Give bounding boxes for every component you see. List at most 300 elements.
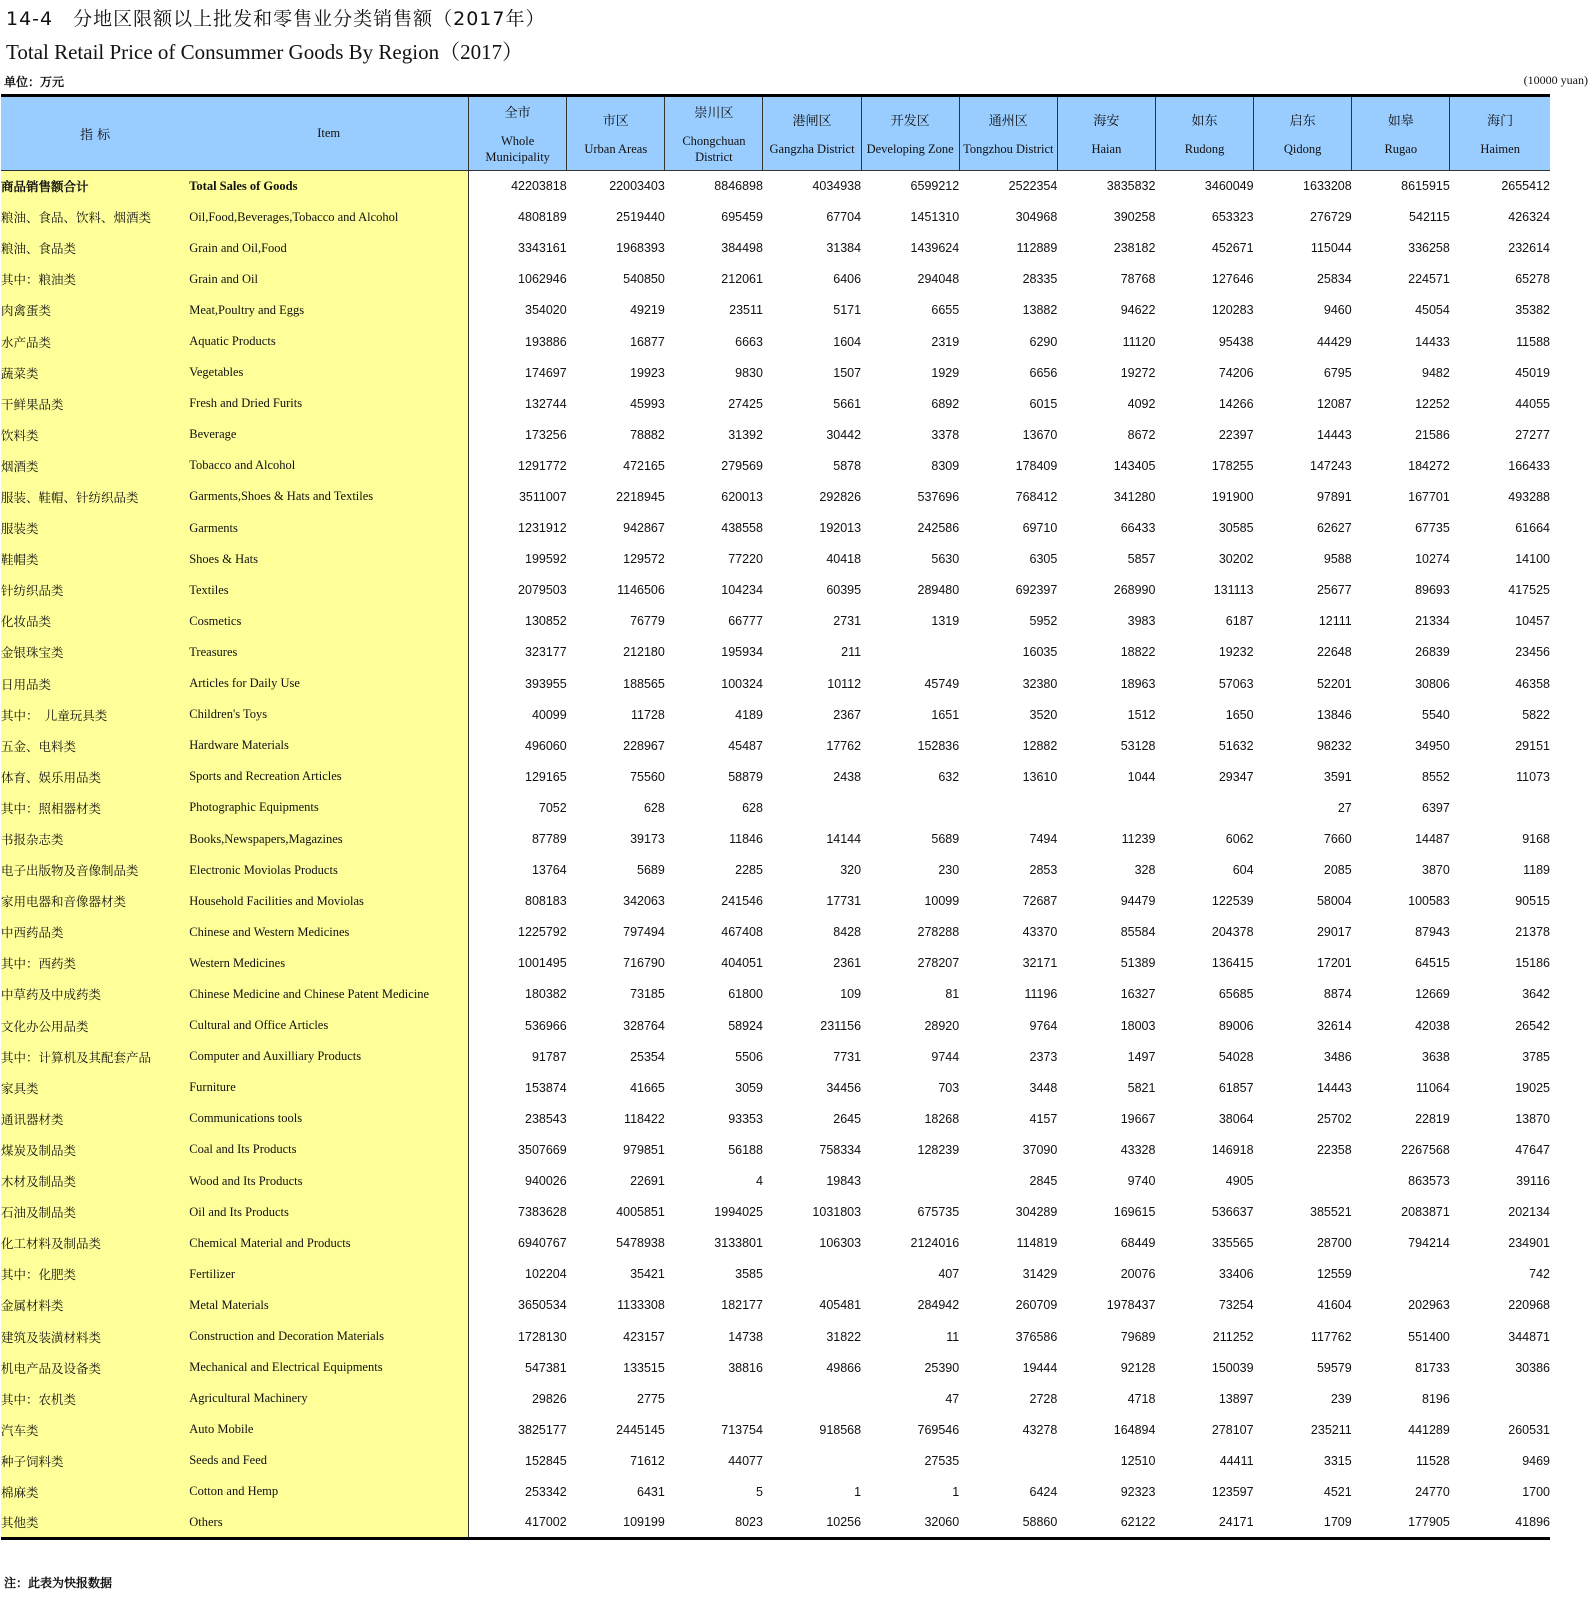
value-cell [861, 637, 959, 668]
value-cell: 164894 [1113, 1422, 1156, 1437]
value-cell: 235211 [1310, 1422, 1352, 1437]
value-cell: 6397 [1422, 800, 1450, 815]
header-column [567, 96, 665, 171]
value-cell: 2728 [1029, 1391, 1058, 1406]
row-label-en: Cultural and Office Articles [189, 1010, 468, 1041]
value-cell: 3785 [1522, 1049, 1550, 1064]
row-label-en: Garments,Shoes & Hats and Textiles [189, 481, 468, 512]
table-row [1, 1072, 1550, 1103]
table-row [1, 1010, 1550, 1041]
row-label-cn: 化妆品类 [1, 606, 189, 637]
value-cell: 7731 [833, 1049, 862, 1064]
value-cell: 1709 [1254, 1508, 1352, 1539]
table-row [1, 1414, 1550, 1445]
value-cell: 37090 [1022, 1142, 1058, 1157]
header-column-en: Urban Areas [584, 142, 648, 156]
header-column-cn: 海安 [1093, 114, 1120, 129]
value-cell: 27535 [924, 1453, 960, 1468]
header-column-cn: 港闸区 [792, 114, 832, 129]
row-label-en: Textiles [189, 575, 468, 606]
value-cell: 13846 [1316, 707, 1352, 722]
value-cell: 56188 [728, 1142, 763, 1157]
value-cell: 6290 [1029, 334, 1058, 349]
value-cell: 1497 [1127, 1049, 1156, 1064]
row-label-en: Grain and Oil [189, 264, 468, 295]
row-label-en: Vegetables [189, 357, 468, 388]
value-cell: 29151 [1515, 738, 1550, 753]
value-cell: 31429 [1022, 1267, 1058, 1282]
value-cell: 407 [938, 1267, 960, 1282]
value-cell: 51632 [1218, 738, 1254, 753]
value-cell: 44077 [728, 1453, 763, 1468]
row-label-en: Western Medicines [189, 948, 468, 979]
value-cell: 85584 [1120, 925, 1156, 940]
value-cell: 32380 [1022, 676, 1058, 691]
value-cell: 49219 [630, 303, 665, 318]
value-cell: 452671 [1211, 241, 1254, 256]
value-cell: 1062946 [518, 272, 567, 287]
value-cell: 67735 [1415, 521, 1450, 536]
value-cell: 91787 [531, 1049, 567, 1064]
value-cell: 59579 [1316, 1360, 1352, 1375]
value-cell: 4808189 [518, 210, 567, 225]
value-cell: 39173 [630, 832, 665, 847]
value-cell: 6940767 [518, 1236, 567, 1251]
value-cell: 335565 [1211, 1236, 1254, 1251]
value-cell: 3835832 [1106, 179, 1156, 194]
value-cell: 304968 [1015, 210, 1058, 225]
value-cell: 120283 [1211, 303, 1254, 318]
value-cell: 6656 [1029, 365, 1058, 380]
row-label-cn: 粮油、食品类 [1, 233, 189, 264]
value-cell: 11064 [1416, 1080, 1450, 1095]
value-cell: 21334 [1415, 614, 1450, 629]
value-cell: 72687 [1022, 894, 1058, 909]
value-cell: 6187 [1225, 614, 1254, 629]
value-cell: 109 [840, 987, 862, 1002]
table-row [1, 1228, 1550, 1259]
row-label-en: Cosmetics [189, 606, 468, 637]
value-cell: 25834 [1316, 272, 1352, 287]
value-cell: 44429 [1316, 334, 1352, 349]
value-cell: 81 [945, 987, 960, 1002]
value-cell: 3650534 [518, 1298, 567, 1313]
value-cell: 384498 [721, 241, 763, 256]
value-cell: 14100 [1515, 552, 1550, 567]
header-column [1057, 96, 1155, 171]
value-cell [1450, 1383, 1550, 1414]
value-cell: 17201 [1316, 956, 1352, 971]
value-cell: 3343161 [518, 241, 567, 256]
value-cell: 152845 [525, 1453, 567, 1468]
value-cell: 73185 [630, 987, 665, 1002]
value-cell: 43370 [1022, 925, 1058, 940]
value-cell: 20076 [1120, 1267, 1156, 1282]
value-cell: 211252 [1212, 1329, 1254, 1344]
value-cell: 1978437 [1106, 1298, 1156, 1313]
value-cell: 5878 [833, 458, 862, 473]
value-cell: 212180 [623, 645, 665, 660]
header-column [1254, 96, 1352, 171]
value-cell: 3133801 [714, 1236, 763, 1251]
value-cell: 25354 [630, 1049, 665, 1064]
value-cell: 133515 [623, 1360, 665, 1375]
value-cell: 742 [1529, 1267, 1550, 1282]
value-cell: 43328 [1120, 1142, 1156, 1157]
value-cell: 11120 [1122, 334, 1156, 349]
row-label-en: Oil and Its Products [189, 1197, 468, 1228]
value-cell: 184272 [1408, 458, 1450, 473]
value-cell: 2373 [1029, 1049, 1058, 1064]
value-cell: 127646 [1211, 272, 1254, 287]
value-cell: 153874 [525, 1080, 567, 1095]
value-cell: 2645 [833, 1111, 862, 1126]
value-cell: 1968393 [616, 241, 665, 256]
value-cell: 14443 [1316, 1080, 1352, 1095]
table-row [1, 1134, 1550, 1165]
value-cell: 11 [946, 1329, 960, 1344]
value-cell: 61664 [1515, 521, 1550, 536]
row-label-en: Shoes & Hats [189, 544, 468, 575]
value-cell: 45487 [728, 738, 763, 753]
row-label-en: Total Sales of Goods [189, 171, 468, 202]
value-cell: 5630 [931, 552, 960, 567]
value-cell: 2731 [833, 614, 862, 629]
value-cell: 12087 [1316, 396, 1352, 411]
header-column-en: Chongchuan District [682, 134, 746, 164]
value-cell: 9744 [931, 1049, 960, 1064]
value-cell: 81733 [1415, 1360, 1450, 1375]
value-cell: 3825177 [518, 1422, 567, 1437]
row-label-en: Chemical Material and Products [189, 1228, 468, 1259]
value-cell: 89006 [1218, 1018, 1254, 1033]
value-cell: 7052 [538, 800, 567, 815]
value-cell: 25702 [1316, 1111, 1352, 1126]
header-column-cn: 开发区 [890, 114, 930, 129]
value-cell: 19444 [1022, 1360, 1058, 1375]
value-cell: 1146506 [617, 583, 665, 598]
value-cell: 604 [1232, 863, 1254, 878]
value-cell: 768412 [1015, 489, 1058, 504]
value-cell: 195934 [721, 645, 763, 660]
value-cell: 4005851 [616, 1205, 665, 1220]
value-cell: 51389 [1120, 956, 1156, 971]
value-cell: 1291772 [518, 458, 567, 473]
row-label-cn: 机电产品及设备类 [1, 1352, 189, 1383]
value-cell: 234901 [1508, 1236, 1550, 1251]
value-cell: 92128 [1120, 1360, 1156, 1375]
table-row [1, 637, 1550, 668]
row-label-cn: 其他类 [1, 1508, 189, 1539]
value-cell: 6655 [931, 303, 960, 318]
value-cell: 79689 [1120, 1329, 1156, 1344]
value-cell: 106303 [819, 1236, 862, 1251]
value-cell: 136415 [1211, 956, 1254, 971]
value-cell: 102204 [525, 1267, 567, 1282]
value-cell: 31392 [728, 427, 763, 442]
value-cell: 940026 [525, 1174, 567, 1189]
value-cell: 92323 [1120, 1484, 1156, 1499]
value-cell: 9482 [1422, 365, 1450, 380]
value-cell: 27425 [728, 396, 763, 411]
header-column-en: Whole Municipality [485, 134, 550, 164]
value-cell: 628 [643, 800, 665, 815]
table-row [1, 1197, 1550, 1228]
value-cell: 16327 [1120, 987, 1156, 1002]
value-cell: 241546 [721, 894, 763, 909]
value-cell: 43278 [1022, 1422, 1058, 1437]
row-label-cn: 其中： 儿童玩具类 [1, 699, 189, 730]
row-label-cn: 五金、电料类 [1, 730, 189, 761]
value-cell: 5689 [931, 832, 960, 847]
row-label-cn: 服装类 [1, 513, 189, 544]
value-cell: 328764 [623, 1018, 665, 1033]
value-cell: 5689 [637, 863, 665, 878]
value-cell: 61800 [728, 987, 763, 1002]
value-cell: 212061 [721, 272, 763, 287]
table-row [1, 1321, 1550, 1352]
value-cell: 6599212 [910, 179, 960, 194]
value-cell: 7660 [1323, 832, 1352, 847]
value-cell: 6406 [833, 272, 862, 287]
value-cell: 376586 [1015, 1329, 1058, 1344]
value-cell: 188565 [623, 676, 665, 691]
value-cell: 38064 [1218, 1111, 1254, 1126]
header-column-cn: 通州区 [988, 114, 1028, 129]
value-cell: 268990 [1113, 583, 1156, 598]
value-cell: 53128 [1120, 738, 1156, 753]
value-cell: 336258 [1408, 241, 1450, 256]
value-cell: 423157 [623, 1329, 665, 1344]
value-cell: 9588 [1323, 552, 1352, 567]
value-cell: 90515 [1515, 894, 1550, 909]
value-cell: 14443 [1316, 427, 1352, 442]
value-cell: 40418 [826, 552, 862, 567]
header-column-cn: 市区 [602, 114, 629, 129]
header-column-en: Qidong [1283, 142, 1322, 156]
value-cell [861, 792, 959, 823]
row-label-en: Cotton and Hemp [189, 1476, 468, 1507]
row-label-en: Oil,Food,Beverages,Tobacco and Alcohol [189, 202, 468, 233]
value-cell [1254, 1166, 1352, 1197]
value-cell: 46358 [1515, 676, 1550, 691]
row-label-en: Books,Newspapers,Magazines [189, 823, 468, 854]
value-cell: 122539 [1211, 894, 1254, 909]
value-cell: 238182 [1113, 241, 1156, 256]
value-cell: 10457 [1515, 614, 1550, 629]
value-cell: 294048 [917, 272, 960, 287]
value-cell: 278107 [1211, 1422, 1254, 1437]
value-cell: 30202 [1218, 552, 1254, 567]
value-cell [763, 1445, 861, 1476]
value-cell: 1231912 [518, 521, 567, 536]
value-cell: 6431 [637, 1484, 665, 1499]
unit-label-en: (10000 yuan) [1523, 73, 1588, 87]
header-column-en: Haian [1091, 142, 1122, 156]
value-cell: 11588 [1516, 334, 1550, 349]
value-cell: 13882 [1022, 303, 1058, 318]
value-cell: 8196 [1422, 1391, 1450, 1406]
value-cell: 19025 [1515, 1080, 1550, 1095]
row-label-cn: 中西药品类 [1, 917, 189, 948]
value-cell: 4718 [1127, 1391, 1156, 1406]
value-cell: 68449 [1120, 1236, 1156, 1251]
value-cell: 14266 [1218, 396, 1254, 411]
row-label-cn: 其中：化肥类 [1, 1259, 189, 1290]
value-cell: 19667 [1120, 1111, 1156, 1126]
value-cell: 112889 [1016, 241, 1058, 256]
value-cell: 3507669 [518, 1142, 567, 1157]
value-cell: 67704 [826, 210, 862, 225]
value-cell: 426324 [1508, 210, 1550, 225]
value-cell: 6892 [931, 396, 960, 411]
row-label-en: Electronic Moviolas Products [189, 855, 468, 886]
value-cell: 11196 [1024, 987, 1058, 1002]
page-title-en: Total Retail Price of Consummer Goods By Region（2017） [6, 40, 524, 64]
value-cell: 2285 [735, 863, 763, 878]
value-cell [1155, 792, 1253, 823]
value-cell: 14144 [826, 832, 862, 847]
value-cell: 12510 [1120, 1453, 1156, 1468]
value-cell: 31384 [826, 241, 862, 256]
value-cell: 1001495 [518, 956, 567, 971]
row-label-cn: 针纺织品类 [1, 575, 189, 606]
row-label-en: Computer and Auxilliary Products [189, 1041, 468, 1072]
value-cell: 8309 [931, 458, 960, 473]
value-cell: 758334 [819, 1142, 862, 1157]
value-cell: 29347 [1218, 769, 1254, 784]
value-cell: 177905 [1352, 1508, 1450, 1539]
row-label-en: Construction and Decoration Materials [189, 1321, 468, 1352]
value-cell: 10274 [1415, 552, 1450, 567]
value-cell: 3870 [1422, 863, 1450, 878]
value-cell [763, 792, 861, 823]
value-cell: 5506 [735, 1049, 763, 1064]
header-item-en: Item [317, 126, 341, 140]
value-cell: 34950 [1415, 738, 1450, 753]
value-cell: 2845 [1029, 1174, 1058, 1189]
value-cell: 58860 [959, 1508, 1057, 1539]
header-column-en: Rudong [1184, 142, 1225, 156]
value-cell: 45019 [1515, 365, 1550, 380]
value-cell: 3460049 [1204, 179, 1254, 194]
row-label-cn: 建筑及装潢材料类 [1, 1321, 189, 1352]
value-cell: 918568 [819, 1422, 862, 1437]
value-cell: 547381 [525, 1360, 567, 1375]
value-cell: 3315 [1323, 1453, 1352, 1468]
header-column-cn: 如东 [1191, 114, 1218, 129]
value-cell: 2085 [1323, 863, 1352, 878]
row-label-cn: 煤炭及制品类 [1, 1134, 189, 1165]
value-cell [959, 792, 1057, 823]
row-label-cn: 体育、娱乐用品类 [1, 761, 189, 792]
value-cell: 18268 [924, 1111, 960, 1126]
value-cell: 11528 [1416, 1453, 1450, 1468]
value-cell: 794214 [1408, 1236, 1450, 1251]
value-cell [1057, 792, 1155, 823]
table-row [1, 264, 1550, 295]
value-cell: 2367 [833, 707, 862, 722]
value-cell: 5 [756, 1484, 763, 1499]
header-column [665, 96, 763, 171]
value-cell [665, 1383, 763, 1414]
value-cell: 32614 [1316, 1018, 1352, 1033]
value-cell: 713754 [721, 1422, 763, 1437]
value-cell: 323177 [525, 645, 567, 660]
value-cell: 540850 [623, 272, 665, 287]
header-column [1155, 96, 1253, 171]
value-cell: 942867 [623, 521, 665, 536]
table-row [1, 979, 1550, 1010]
value-cell: 5822 [1522, 707, 1550, 722]
table-row [1, 419, 1550, 450]
value-cell: 12882 [1022, 738, 1058, 753]
table-row [1, 1290, 1550, 1321]
row-label-cn: 化工材料及制品类 [1, 1228, 189, 1259]
value-cell: 30386 [1515, 1360, 1550, 1375]
value-cell: 169615 [1113, 1205, 1156, 1220]
value-cell: 40099 [531, 707, 567, 722]
value-cell: 104234 [721, 583, 763, 598]
table-row [1, 575, 1550, 606]
value-cell: 180382 [525, 987, 567, 1002]
value-cell: 9469 [1522, 1453, 1550, 1468]
value-cell: 23511 [729, 303, 763, 318]
value-cell: 8846898 [714, 179, 763, 194]
value-cell: 58004 [1316, 894, 1352, 909]
value-cell: 354020 [525, 303, 567, 318]
value-cell: 26839 [1415, 645, 1450, 660]
table-row [1, 450, 1550, 481]
value-cell: 9740 [1127, 1174, 1156, 1189]
header-indicator-cn: 指 标 [80, 128, 111, 143]
table-row [1, 1259, 1550, 1290]
value-cell: 118422 [624, 1111, 665, 1126]
row-label-cn: 木材及制品类 [1, 1166, 189, 1197]
value-cell: 54028 [1218, 1049, 1254, 1064]
row-label-cn: 种子饲料类 [1, 1445, 189, 1476]
value-cell: 1133308 [617, 1298, 665, 1313]
value-cell: 2519440 [616, 210, 665, 225]
header-item-cell [189, 96, 468, 171]
value-cell: 150039 [1211, 1360, 1254, 1375]
value-cell: 390258 [1113, 210, 1156, 225]
value-cell: 42038 [1415, 1018, 1450, 1033]
row-label-en: Chinese and Western Medicines [189, 917, 468, 948]
value-cell: 13870 [1515, 1111, 1550, 1126]
value-cell: 1189 [1523, 863, 1550, 878]
value-cell: 76779 [630, 614, 665, 629]
value-cell: 6062 [1225, 832, 1254, 847]
value-cell: 3520 [1029, 707, 1058, 722]
value-cell: 304289 [1015, 1205, 1058, 1220]
table-row [1, 544, 1550, 575]
value-cell: 34456 [826, 1080, 862, 1095]
value-cell: 87943 [1415, 925, 1450, 940]
row-label-en: Sports and Recreation Articles [189, 761, 468, 792]
table-row [1, 513, 1550, 544]
value-cell: 30806 [1415, 676, 1450, 691]
value-cell: 47647 [1515, 1142, 1550, 1157]
table-row [1, 606, 1550, 637]
value-cell: 1994025 [714, 1205, 763, 1220]
table-row [1, 917, 1550, 948]
row-label-en: Chinese Medicine and Chinese Patent Medicine [189, 979, 468, 1010]
header-column-en: Tongzhou District [963, 142, 1054, 156]
value-cell: 131113 [1213, 583, 1254, 598]
value-cell: 39116 [1516, 1174, 1550, 1189]
row-label-en: Seeds and Feed [189, 1445, 468, 1476]
